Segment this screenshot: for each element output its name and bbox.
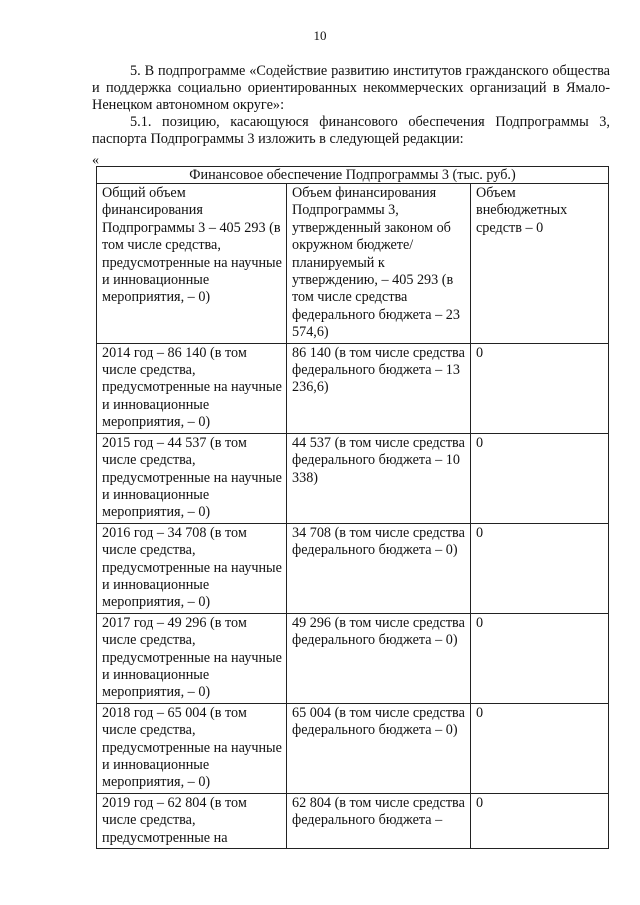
paragraph-position-change: 5.1. позицию, касающуюся финансового обеспечения Подпрограммы 3, паспорта Подпрограммы 3 изложить в следующей редакции: bbox=[92, 114, 610, 147]
row-extrabudgetary: 0 bbox=[471, 523, 609, 613]
row-extrabudgetary: 0 bbox=[471, 793, 609, 848]
row-year-total: 2019 год – 62 804 (в том числе средства, предусмотренные на bbox=[97, 793, 287, 848]
row-extrabudgetary: 0 bbox=[471, 703, 609, 793]
row-budget: 44 537 (в том числе средства федерального бюджета – 10 338) bbox=[287, 433, 471, 523]
table-row bbox=[97, 343, 609, 433]
table-title: Финансовое обеспечение Подпрограммы 3 (тыс. руб.) bbox=[97, 167, 609, 184]
row-extrabudgetary: 0 bbox=[471, 433, 609, 523]
header-total-volume: Общий объем финансирования Подпрограммы 3 – 405 293 (в том числе средства, предусмотренные на научные и инновационные мероприятия, – 0) bbox=[97, 184, 287, 344]
table-row bbox=[97, 613, 609, 703]
table-row bbox=[97, 433, 609, 523]
table-header-row bbox=[97, 184, 609, 344]
row-budget: 62 804 (в том числе средства федерального бюджета – bbox=[287, 793, 471, 848]
row-year-total: 2018 год – 65 004 (в том числе средства, предусмотренные на научные и инновационные мероприятия, – 0) bbox=[97, 703, 287, 793]
row-budget: 86 140 (в том числе средства федерального бюджета – 13 236,6) bbox=[287, 343, 471, 433]
header-budget-volume: Объем финансирования Подпрограммы 3, утвержденный законом об окружном бюджете/планируемый к утверждению, – 405 293 (в том числе средства федерального бюджета – 23 574,6) bbox=[287, 184, 471, 344]
table-row bbox=[97, 703, 609, 793]
header-extrabudgetary: Объем внебюджетных средств – 0 bbox=[471, 184, 609, 344]
financing-table bbox=[96, 166, 609, 849]
table-title-row bbox=[97, 167, 609, 184]
table-row bbox=[97, 523, 609, 613]
table-row bbox=[97, 793, 609, 848]
opening-quote: « bbox=[92, 153, 99, 168]
paragraph-subprogram-intro: 5. В подпрограмме «Содействие развитию институтов гражданского общества и поддержка социально ориентированных некоммерческих организаций в Ямало-Ненецком автономном округе»: bbox=[92, 63, 610, 113]
row-budget: 65 004 (в том числе средства федерального бюджета – 0) bbox=[287, 703, 471, 793]
row-year-total: 2016 год – 34 708 (в том числе средства, предусмотренные на научные и инновационные мероприятия, – 0) bbox=[97, 523, 287, 613]
row-budget: 49 296 (в том числе средства федерального бюджета – 0) bbox=[287, 613, 471, 703]
row-extrabudgetary: 0 bbox=[471, 343, 609, 433]
page-number: 10 bbox=[313, 28, 327, 43]
row-extrabudgetary: 0 bbox=[471, 613, 609, 703]
row-year-total: 2017 год – 49 296 (в том числе средства, предусмотренные на научные и инновационные мероприятия, – 0) bbox=[97, 613, 287, 703]
row-year-total: 2014 год – 86 140 (в том числе средства, предусмотренные на научные и инновационные мероприятия, – 0) bbox=[97, 343, 287, 433]
row-budget: 34 708 (в том числе средства федерального бюджета – 0) bbox=[287, 523, 471, 613]
row-year-total: 2015 год – 44 537 (в том числе средства, предусмотренные на научные и инновационные мероприятия, – 0) bbox=[97, 433, 287, 523]
